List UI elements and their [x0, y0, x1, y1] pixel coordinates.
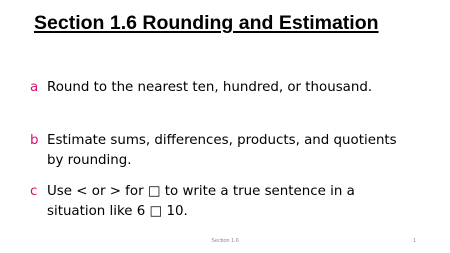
objective-c [30, 182, 415, 222]
objective-text: Round to the nearest ten, hundred, or thousand. [47, 80, 373, 95]
footer-section-label: Section 1.6 [211, 238, 239, 244]
slide-title: Section 1.6 Rounding and Estimation [34, 12, 379, 34]
objective-marker: a [30, 80, 39, 95]
objective-text: Estimate sums, differences, products, and quotients by rounding. [47, 133, 397, 168]
objective-text: Use < or > for □ to write a true sentence in a situation like 6 □ 10. [47, 184, 355, 219]
objective-b [30, 131, 415, 171]
objective-marker: c [30, 184, 38, 199]
objective-marker: b [30, 133, 39, 148]
footer-page-number: 1 [412, 238, 416, 244]
objective-a [30, 78, 415, 98]
